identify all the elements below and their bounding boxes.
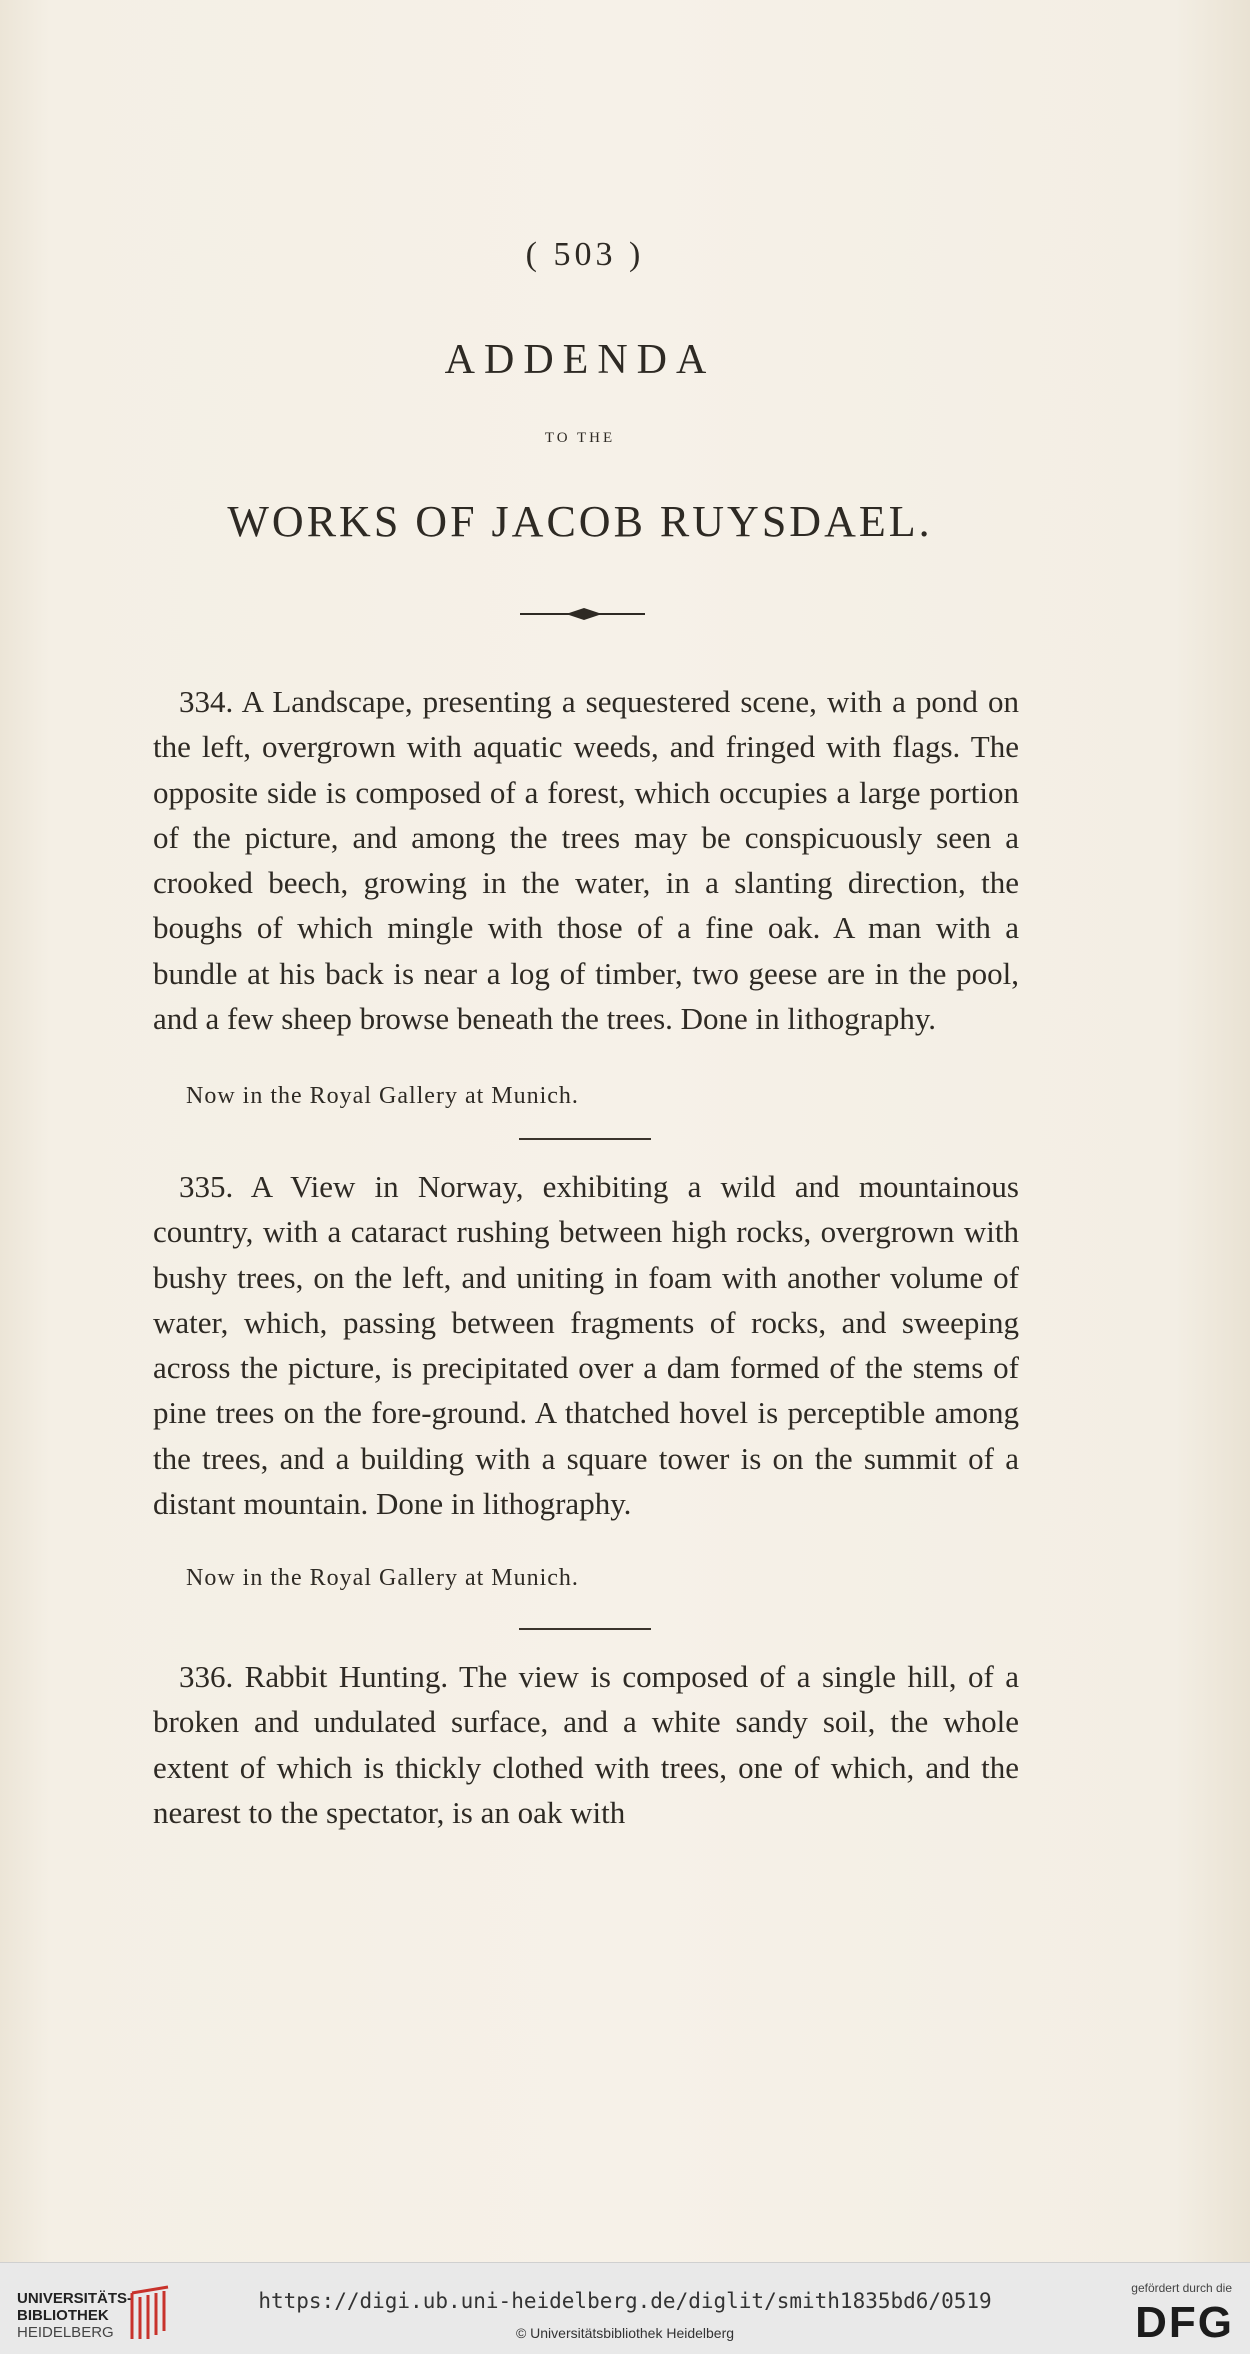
library-name-line3: HEIDELBERG [17,2324,114,2341]
entry-location: Now in the Royal Gallery at Munich. [186,1083,579,1109]
entry-text: 334. A Landscape, presenting a sequestered scene, with a pond on the left, overgrown with aquatic weeds, and fringed with flags. The opposite side is composed of a forest, which occupies a large portion of the picture, and among the trees may be conspicuously seen a crooked beech, growing in the water, in a slanting direction, the boughs of which mingle with those of a fine oak. A man with a bundle at his back is near a log of timber, two geese are in the pool, and a few sheep browse beneath the trees. Done in lithography. [153,684,1019,1037]
page-number: ( 503 ) [525,236,645,273]
catalogue-entry [153,679,1019,1041]
section-subheading: TO THE [544,430,616,446]
page-title: WORKS OF JACOB RUYSDAEL. [227,497,933,546]
library-name-line1: UNIVERSITÄTS- [17,2290,133,2307]
catalogue-entry [153,1164,1019,1526]
section-rule [519,1628,651,1630]
ornament-divider [520,604,645,624]
copyright-notice: © Universitätsbibliothek Heidelberg [515,2325,735,2341]
entry-location: Now in the Royal Gallery at Munich. [186,1565,579,1591]
entry-text: 336. Rabbit Hunting. The view is composed of a single hill, of a broken and undulated surface, and a white sandy soil, the whole extent of which is thickly clothed with trees, one of which, and the nearest to the spectator, is an oak with [153,1659,1019,1830]
dfg-logo[interactable]: DFG [1135,2298,1234,2347]
catalogue-entry [153,1654,1019,1835]
section-rule [519,1138,651,1140]
funding-caption: gefördert durch die [1131,2281,1232,2295]
library-name-line2: BIBLIOTHEK [17,2307,109,2324]
entry-text: 335. A View in Norway, exhibiting a wild and mountainous country, with a cataract rushing between high rocks, overgrown with bushy trees, on the left, and uniting in foam with another volume of water, which, passing between fragments of rocks, and sweeping across the picture, is precipitated over a dam formed of the stems of pine trees on the fore-ground. A thatched hovel is perceptible among the trees, and a building with a square tower is on the summit of a distant mountain. Done in lithography. [153,1169,1019,1522]
permalink-url[interactable]: https://digi.ub.uni-heidelberg.de/diglit/smith1835bd6/0519 [258,2289,992,2313]
viewer-footer [0,2262,1250,2354]
section-heading: ADDENDA [444,337,716,383]
